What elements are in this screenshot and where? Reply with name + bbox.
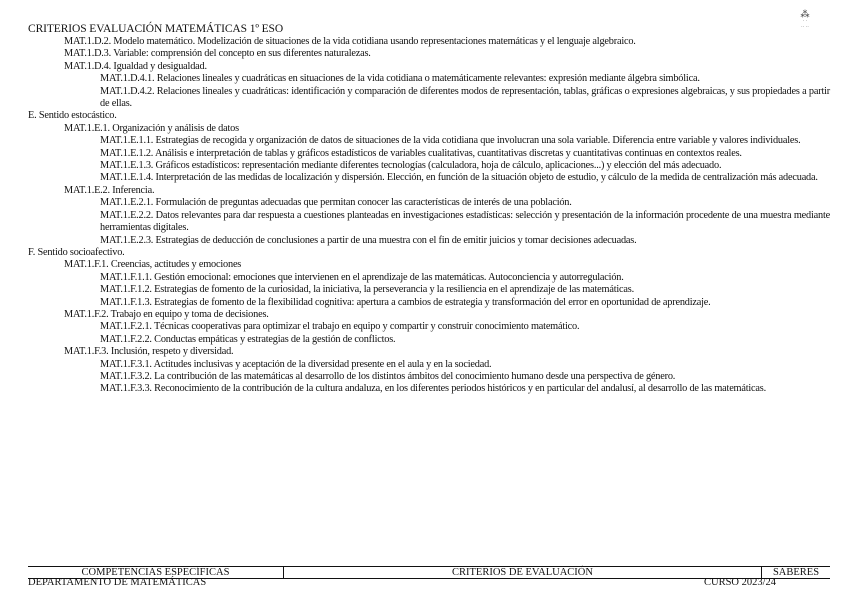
- criterion-item: MAT.1.F.3.3. Reconocimiento de la contribución de la cultura andaluza, en los diferentes periodos históricos y en particular del andalusí, al desarrollo de las matemáticas.: [100, 383, 766, 395]
- criterion-group: MAT.1.D.2. Modelo matemático. Modelización de situaciones de la vida cotidiana usando representaciones matemáticas y el lenguaje algebraico.: [64, 36, 636, 47]
- criterion-group: MAT.1.F.3. Inclusión, respeto y diversidad.: [64, 346, 234, 358]
- tab-competencias-especificas[interactable]: COMPETENCIAS ESPECÍFICAS: [28, 567, 284, 579]
- criterion-item: MAT.1.F.2.2. Conductas empáticas y estrategias de la gestión de conflictos.: [100, 333, 396, 345]
- criterion-item: MAT.1.D.4.1. Relaciones lineales y cuadráticas en situaciones de la vida cotidiana o matemáticamente relevantes: expresión mediante álgebra simbólica.: [100, 73, 700, 85]
- criterion-item: MAT.1.F.1.2. Estrategias de fomento de la curiosidad, la iniciativa, la perseverancia y la resiliencia en el aprendizaje de las matemáticas.: [100, 284, 634, 296]
- school-logo: [790, 10, 820, 32]
- criterion-item: MAT.1.E.1.2. Análisis e interpretación de tablas y gráficos estadísticos de variables cualitativas, cuantitativas discretas y cuantitativas continuas en contextos reales.: [100, 147, 742, 159]
- criterion-group: MAT.1.F.2. Trabajo en equipo y toma de decisiones.: [64, 308, 269, 320]
- course-label: CURSO 2023/24: [704, 577, 777, 588]
- criterion-item: MAT.1.D.4.2. Relaciones lineales y cuadráticas: identificación y comparación de diferentes modos de representación, tablas, gráficas o expresiones algebraicas, y sus propiedades a partir de ellas.: [100, 85, 830, 110]
- tab-criterios-de-evaluacion[interactable]: CRITERIOS DE EVALUACIÓN: [284, 567, 762, 579]
- criterion-item: MAT.1.E.2.3. Estrategias de deducción de conclusiones a partir de una muestra con el fin de emitir juicios y tomar decisiones adecuadas.: [100, 234, 637, 246]
- section-heading: E. Sentido estocástico.: [28, 110, 117, 122]
- criterion-item: MAT.1.E.1.3. Gráficos estadísticos: representación mediante diferentes tecnologías (calculadora, hoja de cálculo, aplicaciones...) y elección del más adecuado.: [100, 160, 722, 172]
- criterion-group: MAT.1.E.2. Inferencia.: [64, 184, 155, 196]
- criteria-list: [28, 36, 830, 396]
- criterion-item: MAT.1.F.3.1. Actitudes inclusivas y aceptación de la diversidad presente en el aula y en la sociedad.: [100, 358, 492, 370]
- logo-icon: ⁂: [800, 9, 810, 19]
- criterion-item: MAT.1.F.3.2. La contribución de las matemáticas al desarrollo de los distintos ámbitos del conocimiento humano desde una perspectiva de género.: [100, 370, 676, 382]
- criterion-item: MAT.1.E.2.2. Datos relevantes para dar respuesta a cuestiones planteadas en investigaciones estadísticas: selección y presentación de la información procedente de una muestra mediante herramientas digitales.: [100, 209, 830, 234]
- tab-saberes[interactable]: SABERES: [762, 567, 831, 579]
- department-label: DEPARTAMENTO DE MATEMÁTICAS: [28, 577, 207, 588]
- criterion-group: MAT.1.F.1. Creencias, actitudes y emociones: [64, 259, 242, 271]
- section-heading: F. Sentido socioafectivo.: [28, 246, 125, 258]
- criterion-item: MAT.1.F.2.1. Técnicas cooperativas para optimizar el trabajo en equipo y compartir y construir conocimiento matemático.: [100, 321, 580, 333]
- criterion-item: MAT.1.E.1.1. Estrategias de recogida y organización de datos de situaciones de la vida cotidiana que involucran una sola variable. Diferencia entre variable y valores individuales.: [100, 135, 801, 147]
- logo-caption: · · ·· ··: [801, 19, 809, 30]
- criterion-item: MAT.1.E.2.1. Formulación de preguntas adecuadas que permitan conocer las características de interés de una población.: [100, 197, 572, 209]
- criterion-group: MAT.1.E.1. Organización y análisis de datos: [64, 122, 239, 134]
- criterion-item: MAT.1.E.1.4. Interpretación de las medidas de localización y dispersión. Elección, en función de la situación objeto de estudio, y cálculo de la medida de centralización más adecuada.: [100, 172, 818, 184]
- criterion-group: MAT.1.D.3. Variable: comprensión del concepto en sus diferentes naturalezas.: [64, 48, 371, 60]
- document-title: CRITERIOS EVALUACIÓN MATEMÁTICAS 1º ESO: [28, 23, 284, 35]
- criterion-group: MAT.1.D.4. Igualdad y desigualdad.: [64, 60, 207, 72]
- criterion-item: MAT.1.F.1.1. Gestión emocional: emociones que intervienen en el aprendizaje de las matemáticas. Autoconciencia y autorregulación.: [100, 271, 624, 283]
- criterion-item: MAT.1.F.1.3. Estrategias de fomento de la flexibilidad cognitiva: apertura a cambios de estrategia y transformación del error en oportunidad de aprendizaje.: [100, 296, 711, 308]
